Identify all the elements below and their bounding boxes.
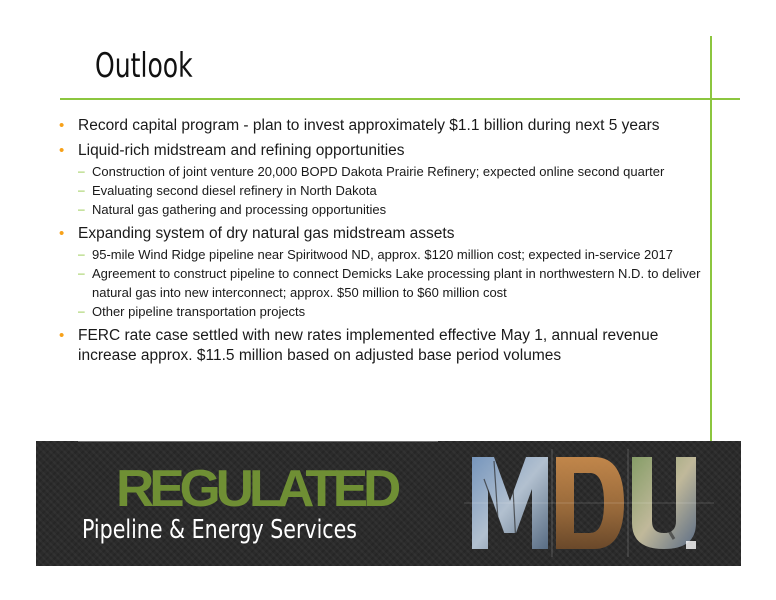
footer-banner: [36, 441, 741, 566]
segment-name: Pipeline & Energy Services: [82, 515, 358, 545]
bullet-item: [58, 141, 706, 219]
sub-bullet-list: [78, 245, 706, 321]
bullet-item: [58, 116, 706, 136]
regulated-wordmark: REGULATED: [116, 460, 397, 518]
sub-bullet-list: [78, 162, 706, 219]
sub-bullet-item: – Evaluating second diesel refinery in North Dakota: [78, 181, 706, 200]
sub-bullet-item: – Other pipeline transportation projects: [78, 302, 706, 321]
mdu-logo: [464, 449, 714, 557]
bullet-item: [58, 326, 706, 366]
content-area: [58, 116, 706, 371]
page-title: Outlook: [95, 46, 193, 86]
sub-bullet-item: – Construction of joint venture 20,000 BOPD Dakota Prairie Refinery; expected online second quarter: [78, 162, 706, 181]
sub-bullet-item: – Agreement to construct pipeline to connect Demicks Lake processing plant in northwestern N.D. to deliver natural gas into new interconnect; approx. $50 million to $60 million cost: [78, 264, 706, 302]
bullet-item: [58, 224, 706, 321]
sub-bullet-item: – Natural gas gathering and processing opportunities: [78, 200, 706, 219]
bullet-text: Record capital program - plan to invest approximately $1.1 billion during next 5 years: [78, 117, 660, 134]
title-divider: [60, 98, 740, 100]
bullet-text: Liquid-rich midstream and refining opportunities: [78, 142, 405, 159]
bullet-text: FERC rate case settled with new rates implemented effective May 1, annual revenue increase approx. $11.5 million based on adjusted base period volumes: [78, 327, 659, 364]
bullet-list: [58, 116, 706, 366]
banner-divider: [78, 441, 438, 442]
bullet-text: Expanding system of dry natural gas midstream assets: [78, 225, 455, 242]
sub-bullet-item: – 95-mile Wind Ridge pipeline near Spiritwood ND, approx. $120 million cost; expected in-service 2017: [78, 245, 706, 264]
